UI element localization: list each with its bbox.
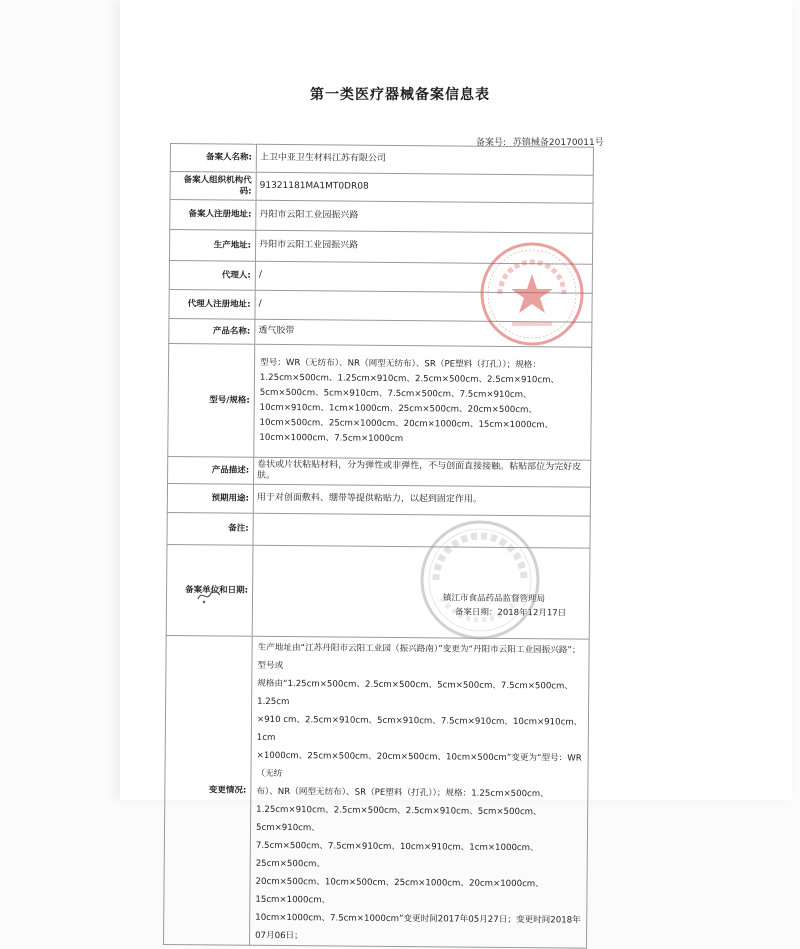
model-spec-line: 型号：WR（无纺布）、NR（网型无纺布）、SR（PE塑料（打孔））；规格： xyxy=(260,357,542,371)
product-name-value: 透气胶带 xyxy=(255,319,592,347)
prod-address-label: 生产地址: xyxy=(169,230,255,262)
model-spec-line: 10cm×500cm、25cm×1000cm、20cm×1000cm、15cm×1000cm、 xyxy=(259,417,554,431)
table-row xyxy=(170,144,593,176)
model-spec-text xyxy=(257,353,588,452)
changes-line: 生产地址由“江苏丹阳市云阳工业园（振兴路南）”变更为“丹阳市云阳工业园振兴路”；型号或 xyxy=(257,642,581,672)
agent-address-value: / xyxy=(255,290,592,322)
changes-line: 1.25cm×910cm、2.5cm×500cm、2.5cm×910cm、5cm×500cm、5cm×910cm、 xyxy=(255,804,542,834)
model-spec-line: 10cm×910cm、1cm×1000cm、25cm×500cm、20cm×500cm、 xyxy=(259,402,538,416)
filer-name-label: 备案人名称: xyxy=(170,144,256,173)
model-spec-line: 10cm×1000cm、7.5cm×1000cm xyxy=(259,432,404,445)
agent-label: 代理人: xyxy=(169,260,255,290)
record-number-value: 苏镇械备20170011号 xyxy=(512,138,604,148)
intended-use-value: 用于对创面敷料、绷带等提供粘贴力，以起到固定作用。 xyxy=(253,484,590,516)
prod-address-value: 丹阳市云阳工业园振兴路 xyxy=(255,230,592,264)
table-row xyxy=(167,483,590,516)
table-row xyxy=(164,635,590,948)
model-spec-cell xyxy=(254,344,592,460)
record-number-label: 备案号: xyxy=(476,138,507,148)
agent-address-label: 代理人注册地址: xyxy=(169,289,255,319)
remarks-label: 备注: xyxy=(167,512,253,545)
org-code-label: 备案人组织机构代码: xyxy=(170,172,256,201)
table-row xyxy=(168,456,591,487)
product-name-label: 产品名称: xyxy=(169,318,255,344)
changes-line: 10cm×1000cm、7.5cm×1000cm”变更时间2017年05月27日；变更时间2018年07月06日； xyxy=(255,912,581,942)
changes-line: ×1000cm、25cm×500cm、20cm×500cm、10cm×500cm”变更为“型号：WR（无纺 xyxy=(256,750,582,780)
model-spec-line: 5cm×500cm、5cm×910cm、7.5cm×500cm、7.5cm×910cm、 xyxy=(259,387,532,401)
changes-line: 7.5cm×500cm、7.5cm×910cm、10cm×910cm、1cm×1000cm、25cm×500cm、 xyxy=(255,840,539,870)
description-label: 产品描述: xyxy=(168,456,254,484)
filing-date-label: 备案日期： xyxy=(454,607,498,618)
agency-seal xyxy=(418,518,542,642)
changes-cell xyxy=(250,636,590,948)
changes-label: 变更情况: xyxy=(164,635,253,945)
filing-unit-name: 镇江市食品药品监督管理局 xyxy=(442,593,546,605)
description-value: 卷状或片状粘贴材料，分为弹性或非弹性，不与创面直接接触。粘贴部位为完好皮肤。 xyxy=(254,457,591,487)
filing-date-value: 2018年12月17日 xyxy=(497,607,567,619)
changes-line: 20cm×500cm、10cm×500cm、25cm×1000cm、20cm×1000cm、15cm×1000cm、 xyxy=(255,876,544,906)
table-row xyxy=(170,200,593,234)
org-code-value: 91321181MA1MT0DR08 xyxy=(256,172,593,203)
table-row xyxy=(168,343,592,460)
company-seal xyxy=(478,240,586,348)
handwritten-mark xyxy=(195,585,223,605)
changes-text xyxy=(253,637,586,948)
intended-use-label: 预期用途: xyxy=(167,483,253,513)
changes-line: 布）、NR（网型无纺布）、SR（PE塑料（打孔））；规格：1.25cm×500cm、 xyxy=(256,786,549,800)
model-spec-line: 1.25cm×500cm、1.25cm×910cm、2.5cm×500cm、2.5cm×910cm、 xyxy=(259,372,560,386)
reg-address-value: 丹阳市云阳工业园振兴路 xyxy=(256,200,593,233)
changes-line: ×910 cm、2.5cm×910cm、5cm×910cm、7.5cm×910cm、10cm×910cm、1cm xyxy=(256,714,583,743)
document-title: 第一类医疗器械备案信息表 xyxy=(310,87,490,103)
filer-name-value: 上卫中亚卫生材料江苏有限公司 xyxy=(256,144,593,175)
reg-address-label: 备案人注册地址: xyxy=(170,200,256,231)
table-row xyxy=(170,172,593,204)
filing-unit-label: 备案单位和日期: xyxy=(166,544,253,636)
model-spec-label: 型号/规格: xyxy=(168,343,255,457)
agent-value: / xyxy=(255,261,592,293)
changes-line: 规格由“1.25cm×500cm、2.5cm×500cm、5cm×500cm、7.5cm×500cm、1.25cm xyxy=(257,678,574,708)
